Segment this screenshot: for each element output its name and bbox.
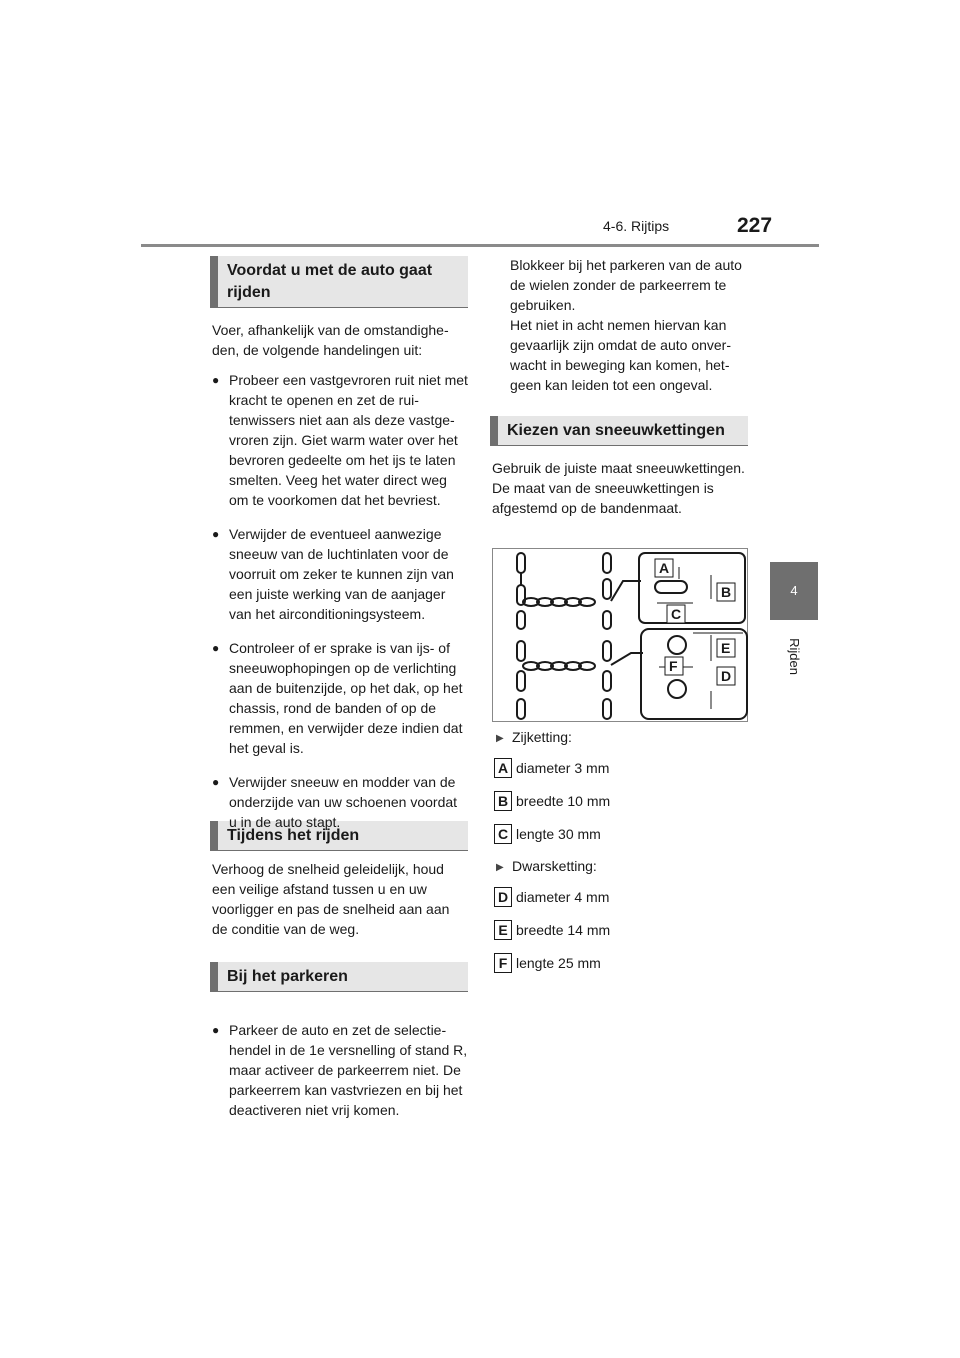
spec-row xyxy=(494,919,748,941)
spec-row xyxy=(494,952,748,974)
snow-chain-illustration xyxy=(493,549,749,723)
while-driving-body xyxy=(212,859,468,939)
figure-label-a: A xyxy=(659,560,670,576)
spec-badge: F xyxy=(494,953,512,973)
before-driving-intro: Voer, afhankelijk van de omstandigheden, de volgende handelingen uit: xyxy=(212,322,449,358)
while-driving-text: Verhoog de snelheid geleidelijk, houd een veilige afstand tussen u en uw voorligger en pas de snelheid aan aan de conditie van de weg. xyxy=(212,861,450,937)
before-driving-list xyxy=(212,370,468,832)
list-item: ● Parkeer de auto en zet de selectiehendel in de 1e versnelling of stand R, maar activeer de parkeerrem niet. De parkeerrem kan vastvriezen en bij het deactiveren niet vrij komen. xyxy=(212,1020,468,1120)
spec-badge: C xyxy=(494,824,512,844)
spec-badge: A xyxy=(494,758,512,778)
spec-row xyxy=(494,790,748,812)
parking-list xyxy=(212,1020,468,1120)
spec-badge: E xyxy=(494,920,512,940)
header-divider xyxy=(141,244,819,247)
heading-before-driving: Voordat u met de auto gaat rijden xyxy=(210,256,468,308)
list-item: ● Probeer een vastgevroren ruit niet met kracht te openen en zet de ruitenwissers niet aan als deze vastgevroren zijn. Giet warm water over het bevroren gedeelte om het ijs te laten smelten. Veeg het water direct weg om te voorkomen dat het bevriest. xyxy=(212,370,468,510)
parking-body xyxy=(212,1020,468,1134)
figure-label-d: D xyxy=(721,668,732,684)
figure-label-c: C xyxy=(671,606,682,622)
heading-while-driving: Tijdens het rijden xyxy=(210,821,468,851)
spec-text: breedte 10 mm xyxy=(516,793,611,809)
list-item: ● Controleer of er sprake is van ijs- of sneeuwophopingen op de verlichting aan de buitenzijde, op het dak, op het chassis, rond de banden of op de remmen, en verwijder deze indien dat het geval is. xyxy=(212,638,468,758)
spec-badge: B xyxy=(494,791,512,811)
cross-chain-label: ▶ Dwarsketting: xyxy=(494,856,748,876)
chapter-label xyxy=(770,630,818,682)
spec-text: diameter 3 mm xyxy=(516,760,610,776)
section-title: 4-6. Rijtips xyxy=(603,218,670,234)
spec-text: diameter 4 mm xyxy=(516,889,610,905)
before-driving-body xyxy=(212,320,468,846)
spec-text: lengte 30 mm xyxy=(516,826,601,842)
figure-label-b: B xyxy=(721,584,732,600)
figure-label-e: E xyxy=(721,640,731,656)
page-number: 227 xyxy=(737,214,773,237)
spec-badge: D xyxy=(494,887,512,907)
parking-continuation: Blokkeer bij het parkeren van de auto de wielen zonder de parkeerrem te gebruiken. Het niet in acht nemen hiervan kan gevaarlijk zijn omdat de auto onverwacht in beweging kan komen, hetgeen kan leiden tot een ongeval. xyxy=(510,257,742,393)
list-item: ● Verwijder de eventueel aanwezige sneeuw van de luchtinlaten voor de voorruit om zeker te kunnen zijn van een juiste werking van de aanjager van het airconditioningsysteem. xyxy=(212,524,468,624)
snow-chain-diagram xyxy=(492,548,748,722)
snow-chains-intro: Gebruik de juiste maat sneeuwkettingen. De maat van de sneeuwkettingen is afgestemd op de bandenmaat. xyxy=(492,460,745,516)
heading-snow-chains: Kiezen van sneeuwkettingen xyxy=(490,416,748,446)
spec-row xyxy=(494,886,748,908)
spec-text: breedte 14 mm xyxy=(516,922,611,938)
spec-row xyxy=(494,757,748,779)
side-chain-label: ▶ Zijketting: xyxy=(494,727,748,747)
heading-parking: Bij het parkeren xyxy=(210,962,468,992)
chapter-tab: 4 xyxy=(770,562,818,620)
figure-label-f: F xyxy=(669,658,678,674)
list-item: ● Verwijder sneeuw en modder van de onderzijde van uw schoenen voordat u in de auto stapt. xyxy=(212,772,468,832)
spec-row xyxy=(494,823,748,845)
chapter-label-text: Rijden xyxy=(786,637,802,675)
chain-specs xyxy=(494,727,748,985)
spec-text: lengte 25 mm xyxy=(516,955,601,971)
